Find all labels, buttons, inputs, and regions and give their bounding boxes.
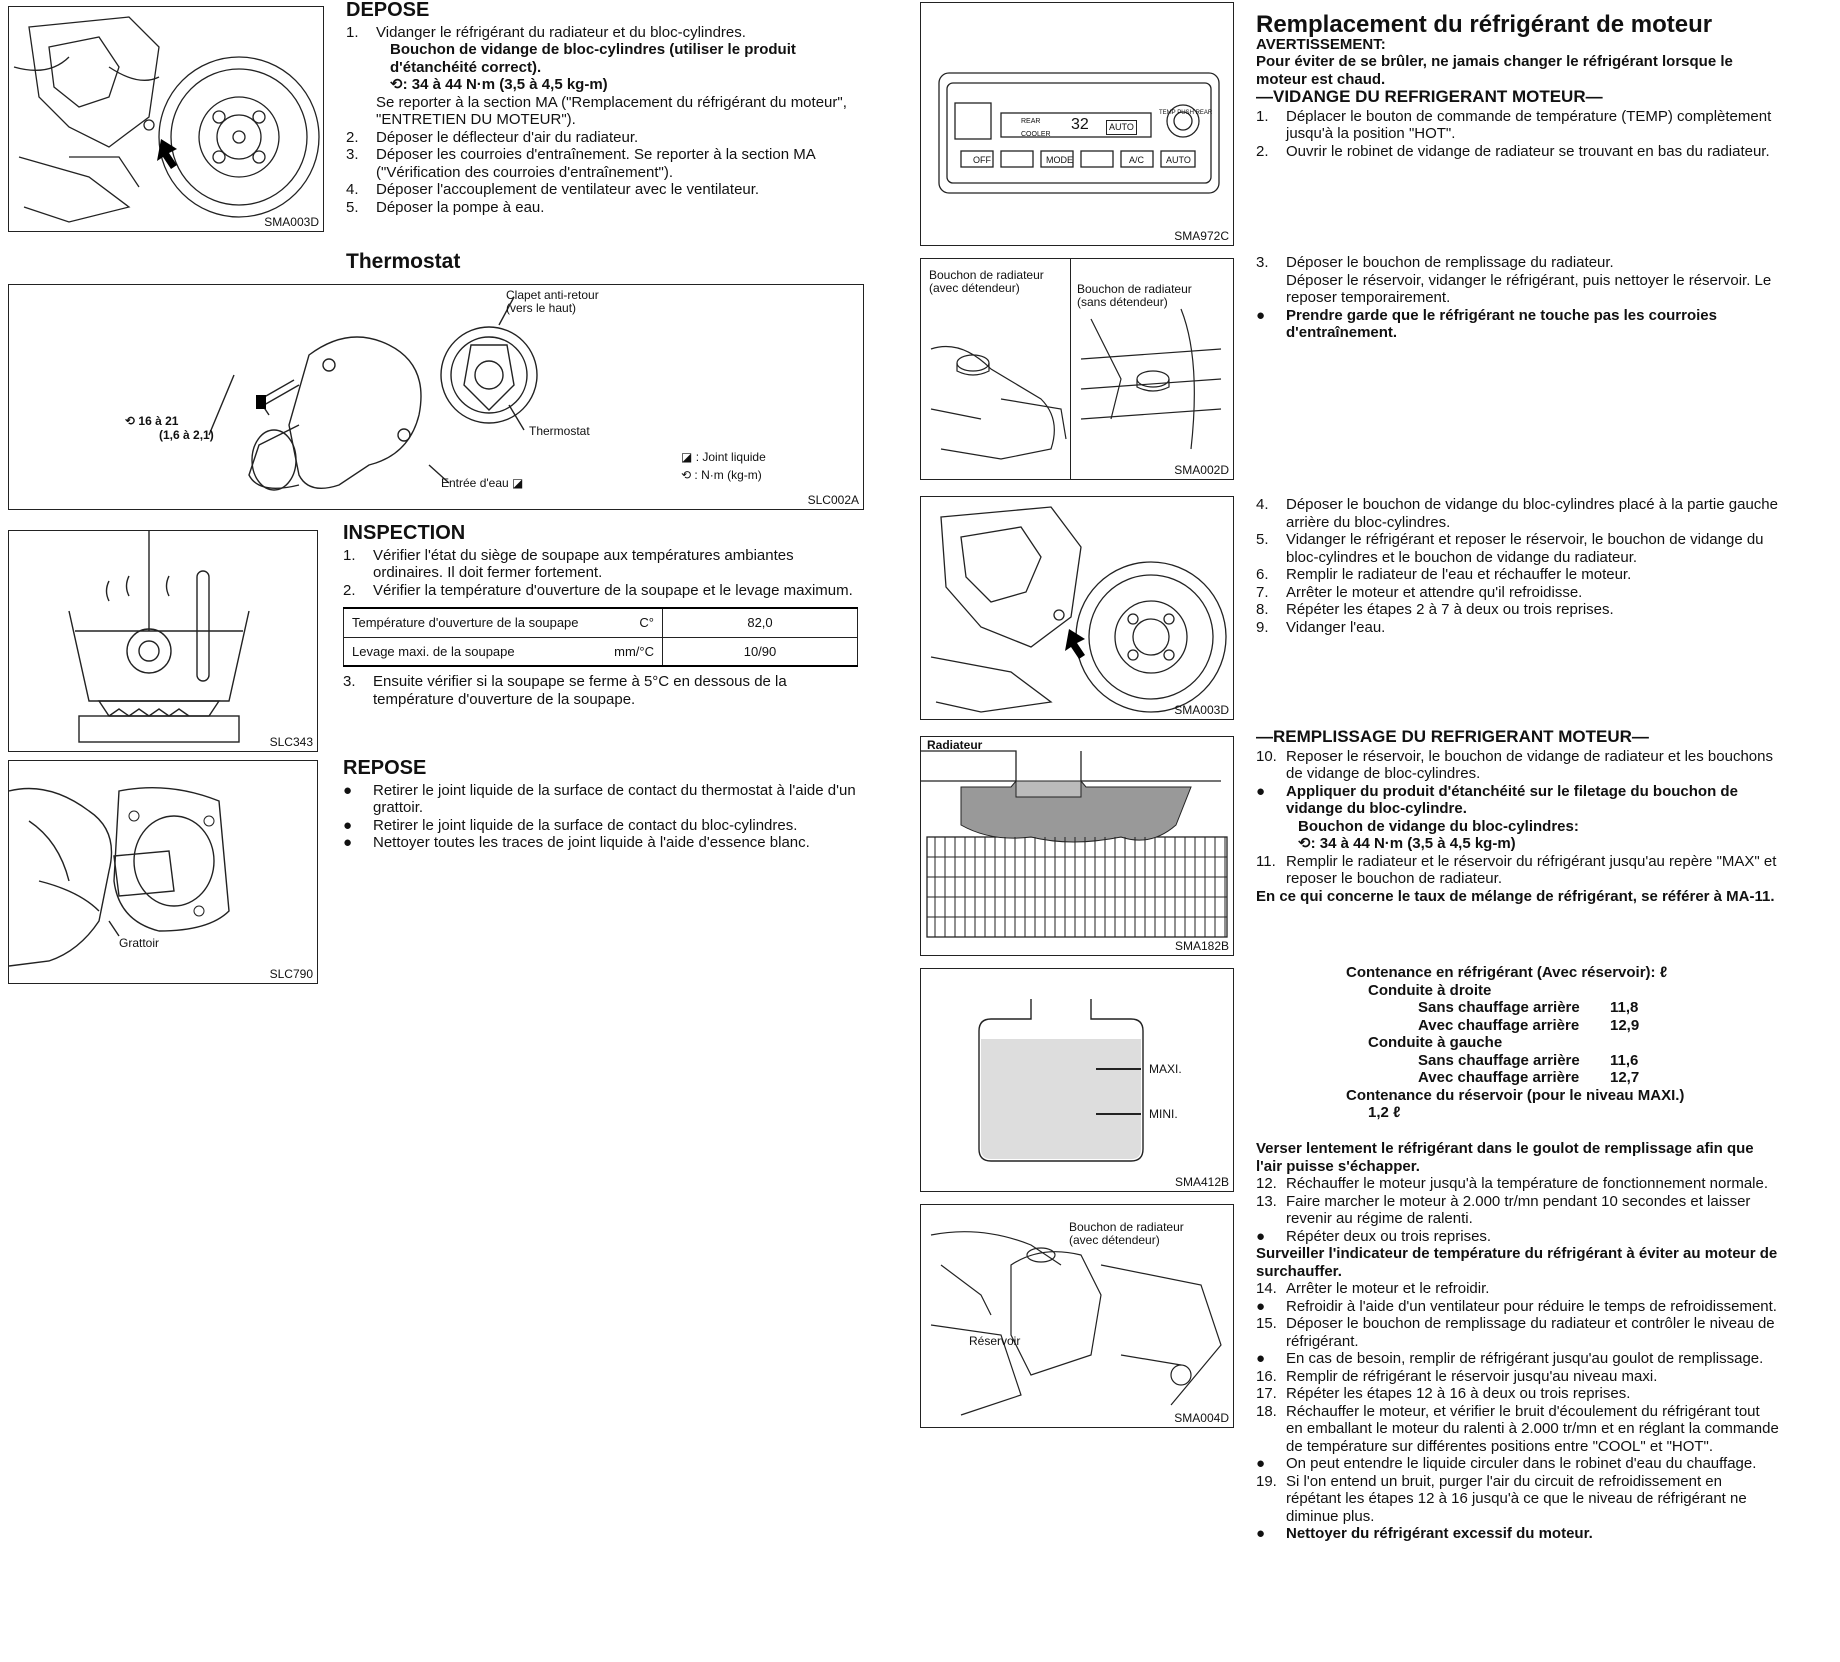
figure-code: SMA004D [1174, 1411, 1229, 1425]
torque-icon: ⟲ [1298, 835, 1311, 852]
legend-torque-unit: ⟲ : N·m (kg-m) [681, 468, 762, 482]
figure-code: SMA972C [1174, 229, 1229, 243]
capacity-reservoir-value: 1,2 ℓ [1368, 1104, 1401, 1121]
list-item: 15. Déposer le bouchon de remplissage du radiateur et contrôler le niveau de réfrigérant. [1256, 1315, 1775, 1350]
torque-icon: ⟲ [390, 76, 403, 93]
section-capacity [1256, 964, 1780, 1122]
capacity-row: Sans chauffage arrière 11,8 [1418, 999, 1639, 1016]
list-item: 1. Vidanger le réfrigérant du radiateur et du bloc-cylindres. [346, 23, 746, 41]
liquid-gasket-icon: ◪ [681, 450, 693, 464]
section-fill-steps [1256, 1140, 1780, 1543]
block-drain-illustration [921, 497, 1234, 720]
liquid-gasket-icon: ◪ [512, 476, 524, 490]
label-maxi: MAXI. [1149, 1062, 1182, 1076]
label-water-inlet: Entrée d'eau ◪ [441, 476, 524, 490]
figure-code: SMA002D [1174, 463, 1229, 477]
label-cap-with-valve: Bouchon de radiateur (avec détendeur) [929, 268, 1044, 295]
drain-title: —VIDANGE DU REFRIGERANT MOTEUR— [1256, 87, 1603, 106]
list-item: Bouchon de vidange de bloc-cylindres (utiliser le produit d'étanchéité correct). [390, 41, 796, 76]
list-item: 5. Déposer la pompe à eau. [346, 198, 545, 216]
figure-code: SLC790 [269, 967, 313, 981]
list-item: 11. Remplir le radiateur et le réservoir du réfrigérant jusqu'au repère "MAX" et reposer le bouchon de radiateur. [1256, 852, 1777, 887]
list-item: ● Répéter deux ou trois reprises. [1256, 1227, 1492, 1245]
list-item: Se reporter à la section MA ("Remplacement du réfrigérant du moteur", "ENTRETIEN DU MOTEUR"). [376, 93, 847, 128]
figure-thermostat-test [8, 530, 318, 752]
capacity-title: Contenance en réfrigérant (Avec réservoir): ℓ [1346, 964, 1668, 981]
figure-code: SMA003D [1174, 703, 1229, 717]
watch-note: Surveiller l'indicateur de température du réfrigérant à éviter au moteur de surchauffer. [1256, 1245, 1778, 1280]
thermostat-spec-table [343, 607, 858, 667]
list-item: 1. Vérifier l'état du siège de soupape aux températures ambiantes ordinaires. Il doit fermer fortement. [343, 546, 794, 581]
thermostat-heading: Thermostat [346, 250, 461, 273]
list-item: 2. Vérifier la température d'ouverture de la soupape et le levage maximum. [343, 581, 853, 599]
section-repose [343, 757, 867, 852]
list-item: 5. Vidanger le réfrigérant et reposer le réservoir, le bouchon de vidange du bloc-cylindres et le bouchon de vidange du radiateur. [1256, 531, 1764, 566]
pour-note: Verser lentement le réfrigérant dans le goulot de remplissage afin que l'air puisse s'échapper. [1256, 1140, 1754, 1175]
warning-title: AVERTISSEMENT: [1256, 35, 1386, 53]
capacity-rhd: Conduite à droite [1368, 981, 1492, 999]
figure-scraper [8, 760, 318, 984]
list-item: Bouchon de vidange du bloc-cylindres: [1298, 817, 1579, 835]
section-inspection [343, 522, 867, 708]
list-item: 3. Ensuite vérifier si la soupape se ferme à 5°C en dessous de la température d'ouverture de la soupape. [343, 673, 787, 708]
repose-title: REPOSE [343, 757, 427, 779]
list-item: ● Prendre garde que le réfrigérant ne touche pas les courroies d'entraînement. [1256, 306, 1717, 341]
figure-block-drain [920, 496, 1234, 720]
list-item: 16. Remplir de réfrigérant le réservoir jusqu'au niveau maxi. [1256, 1367, 1658, 1385]
list-item: 13. Faire marcher le moteur à 2.000 tr/mn pendant 10 secondes et laisser revenir au régime de ralenti. [1256, 1192, 1751, 1227]
list-item: ● En cas de besoin, remplir de réfrigérant jusqu'au goulot de remplissage. [1256, 1350, 1764, 1367]
list-item: 18. Réchauffer le moteur, et vérifier le bruit d'écoulement du réfrigérant tout en emballant le moteur du ralenti à 2.000 tr/mn et en réglant la commande de température sur différentes positions entre "COOL" et "HOT". [1256, 1402, 1779, 1455]
section-depose [346, 2, 868, 216]
list-item: 7. Arrêter le moteur et attendre qu'il refroidisse. [1256, 583, 1583, 601]
temp-push-rear-label: TEMP PUSH REAR [1159, 110, 1213, 116]
list-item: ● Retirer le joint liquide de la surface de contact du bloc-cylindres. [343, 816, 798, 834]
list-item: ● Nettoyer du réfrigérant excessif du moteur. [1256, 1525, 1593, 1542]
list-item: 14. Arrêter le moteur et le refroidir. [1256, 1280, 1490, 1297]
rear-cooler-label: REAR COOLER [1021, 118, 1051, 138]
label-reservoir: Réservoir [969, 1334, 1021, 1348]
label-scraper: Grattoir [119, 936, 160, 950]
capacity-row: Sans chauffage arrière 11,6 [1418, 1051, 1639, 1069]
list-item: 2. Déposer le déflecteur d'air du radiateur. [346, 128, 639, 146]
list-item: 19. Si l'on entend un bruit, purger l'air du circuit de refroidissement en répétant les étapes 12 à 16 jusqu'à ce que le niveau de réfrigérant ne diminue plus. [1256, 1472, 1747, 1525]
figure-code: SLC002A [807, 493, 859, 507]
list-item: Déposer le réservoir, vidanger le réfrigérant, puis nettoyer le réservoir. Le reposer temporairement. [1286, 271, 1772, 306]
list-item: ● Nettoyer toutes les traces de joint liquide à l'aide d'essence blanc. [343, 834, 810, 851]
engine-drain-plug-illustration [9, 7, 324, 232]
list-item: 4. Déposer l'accouplement de ventilateur avec le ventilateur. [346, 181, 760, 198]
figure-engine-drain-plug [8, 6, 324, 232]
capacity-row: Avec chauffage arrière 12,7 [1418, 1069, 1640, 1086]
list-item: ● Retirer le joint liquide de la surface de contact du thermostat à l'aide d'un grattoir. [343, 781, 856, 816]
table-row: Température d'ouverture de la soupape C° 82,0 [344, 608, 858, 637]
replacement-title: Remplacement du réfrigérant de moteur [1256, 11, 1713, 38]
label-radiator: Radiateur [927, 738, 983, 752]
label-cap-without-valve: Bouchon de radiateur (sans détendeur) [1077, 282, 1192, 309]
list-item: 1. Déplacer le bouton de commande de température (TEMP) complètement jusqu'à la position "HOT". [1256, 107, 1772, 142]
list-item: ⟲: 34 à 44 N·m (3,5 à 4,5 kg-m) [1298, 835, 1516, 852]
list-item: 10. Reposer le réservoir, le bouchon de vidange de radiateur et les bouchons de vidange de bloc-cylindres. [1256, 747, 1773, 782]
ac-button-label: A/C [1129, 155, 1145, 165]
list-item: ● On peut entendre le liquide circuler dans le robinet d'eau du chauffage. [1256, 1455, 1757, 1472]
scraper-illustration [9, 761, 318, 984]
list-item: 4. Déposer le bouchon de vidange du bloc-cylindres placé à la partie gauche arrière du bloc-cylindres. [1256, 496, 1778, 531]
label-mini: MINI. [1149, 1107, 1178, 1121]
figure-climate-panel [920, 2, 1234, 246]
capacity-reservoir: Contenance du réservoir (pour le niveau MAXI.) [1346, 1086, 1685, 1104]
section-fill [1256, 728, 1780, 905]
list-item: ● Appliquer du produit d'étanchéité sur le filetage du bouchon de vidange du bloc-cylindre. [1256, 782, 1738, 817]
off-button-label: OFF [973, 155, 991, 165]
label-cap-with-valve: Bouchon de radiateur (avec détendeur) [1069, 1220, 1184, 1247]
auto-display: AUTO [1106, 120, 1137, 135]
figure-radiator-level [920, 736, 1234, 956]
warning-text: Pour éviter de se brûler, ne jamais changer le réfrigérant lorsque le moteur est chaud. [1256, 53, 1733, 88]
section-drain-steps-4-9 [1256, 496, 1780, 636]
list-item: 9. Vidanger l'eau. [1256, 618, 1386, 636]
list-item: 12. Réchauffer le moteur jusqu'à la température de fonctionnement normale. [1256, 1175, 1769, 1192]
list-item: 3. Déposer les courroies d'entraînement. Se reporter à la section MA ("Vérification des courroies d'entraînement"). [346, 146, 815, 181]
inspection-title: INSPECTION [343, 522, 466, 544]
list-item: 17. Répéter les étapes 12 à 16 à deux ou trois reprises. [1256, 1385, 1631, 1402]
list-item: 6. Remplir le radiateur de l'eau et réchauffer le moteur. [1256, 566, 1632, 583]
mix-ratio-note: En ce qui concerne le taux de mélange de réfrigérant, se référer à MA-11. [1256, 887, 1775, 905]
label-torque-value: ⟲ 16 à 21 [125, 414, 179, 428]
label-clapet: Clapet anti-retour [506, 288, 599, 302]
figure-reservoir-level [920, 968, 1234, 1192]
list-item: 8. Répéter les étapes 2 à 7 à deux ou trois reprises. [1256, 601, 1614, 618]
table-row: Levage maxi. de la soupape mm/°C 10/90 [344, 637, 858, 666]
figure-code: SLC343 [269, 735, 313, 749]
auto-button-label: AUTO [1166, 155, 1191, 165]
label-torque-kgm: (1,6 à 2,1) [159, 428, 214, 442]
capacity-lhd: Conduite à gauche [1368, 1034, 1503, 1051]
section-drain-steps-3 [1256, 254, 1780, 342]
label-clapet-sub: (vers le haut) [506, 301, 577, 315]
figure-code: SMA412B [1174, 1175, 1229, 1189]
capacity-row: Avec chauffage arrière 12,9 [1418, 1016, 1640, 1034]
radiator-level-illustration [921, 737, 1234, 956]
mode-button-label: MODE [1046, 155, 1073, 165]
torque-icon: ⟲ [125, 414, 136, 428]
figure-radiator-caps [920, 258, 1234, 480]
fill-title: —REMPLISSAGE DU REFRIGERANT MOTEUR— [1256, 727, 1649, 746]
reservoir-level-illustration [921, 969, 1234, 1192]
figure-thermostat-assembly [8, 284, 864, 510]
temperature-display: 32 [1071, 116, 1089, 133]
thermostat-test-illustration [9, 531, 318, 752]
torque-icon: ⟲ [681, 468, 692, 482]
list-item: 3. Déposer le bouchon de remplissage du radiateur. [1256, 254, 1614, 271]
section-replacement [1256, 11, 1780, 160]
label-thermostat: Thermostat [529, 424, 590, 438]
legend-liquid-gasket: ◪ : Joint liquide [681, 450, 766, 464]
figure-code: SMA003D [264, 215, 319, 229]
figure-reservoir-location [920, 1204, 1234, 1428]
figure-code: SMA182B [1174, 939, 1229, 953]
list-item: ⟲: 34 à 44 N·m (3,5 à 4,5 kg-m) [390, 76, 608, 93]
list-item: ● Refroidir à l'aide d'un ventilateur pour réduire le temps de refroidissement. [1256, 1297, 1777, 1315]
depose-title: DEPOSE [346, 0, 430, 21]
list-item: 2. Ouvrir le robinet de vidange de radiateur se trouvant en bas du radiateur. [1256, 142, 1770, 160]
